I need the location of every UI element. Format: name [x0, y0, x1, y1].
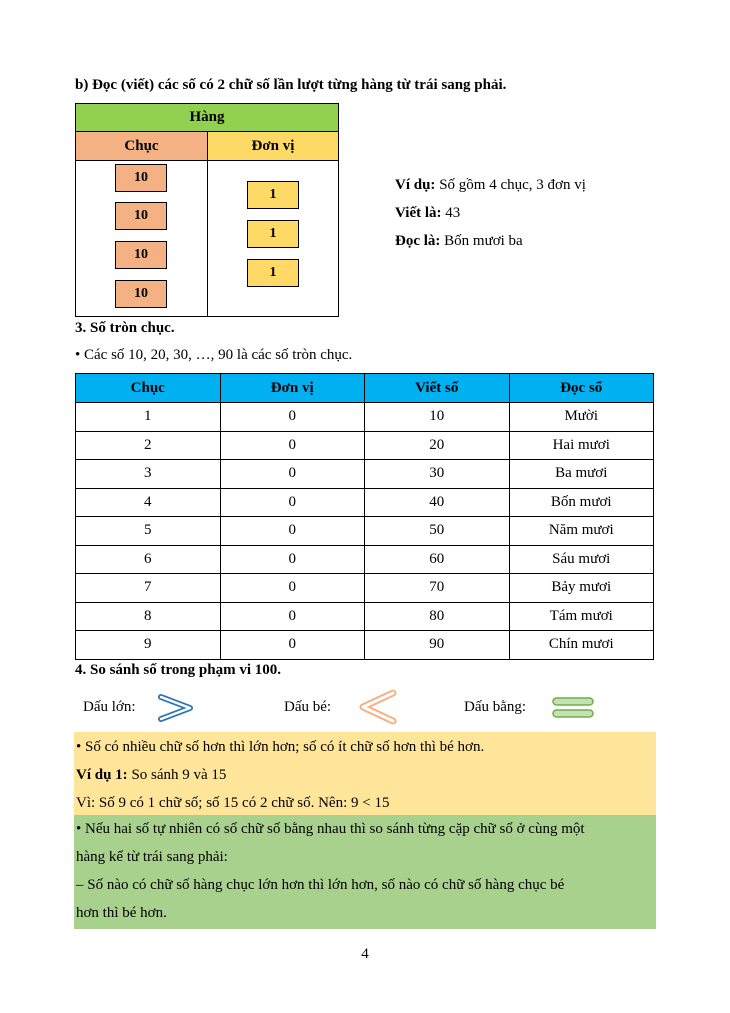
cell-donvi: 0 [220, 431, 365, 460]
cell-donvi: 0 [220, 602, 365, 631]
equals-icon [551, 696, 595, 720]
rule-1-example [76, 761, 656, 789]
cell-docso: Sáu mươi [509, 545, 654, 574]
cell-chuc: 8 [76, 602, 221, 631]
ones-block: 1 [247, 181, 299, 209]
col-header-vietso: Viết số [365, 374, 510, 403]
place-table-divider [207, 160, 208, 317]
tens-block: 10 [115, 241, 167, 269]
write-text: 43 [441, 205, 461, 221]
tens-block: 10 [115, 164, 167, 192]
cell-chuc: 6 [76, 545, 221, 574]
col-header-docso: Đọc số [509, 374, 654, 403]
cell-vietso: 60 [365, 545, 510, 574]
place-table-header: Hàng [76, 104, 338, 132]
read-label: Đọc là: [395, 233, 441, 249]
table-row [76, 431, 654, 460]
ones-block: 1 [247, 259, 299, 287]
rule-2-line-1: • Nếu hai số tự nhiên có số chữ số bằng nhau thì so sánh từng cặp chữ số ở cùng một [76, 821, 585, 837]
write-line [395, 199, 586, 227]
table-header-row [76, 374, 654, 403]
cell-docso: Bảy mươi [509, 574, 654, 603]
cell-chuc: 2 [76, 431, 221, 460]
section-3-bullet: • Các số 10, 20, 30, …, 90 là các số tròn chục. [75, 347, 353, 363]
table-row [76, 517, 654, 546]
cell-docso: Ba mươi [509, 460, 654, 489]
cell-donvi: 0 [220, 488, 365, 517]
read-line [395, 227, 586, 255]
cell-docso: Mười [509, 403, 654, 432]
rule-1-example-text: So sánh 9 và 15 [127, 767, 227, 783]
col-header-chuc: Chục [76, 374, 221, 403]
cell-vietso: 70 [365, 574, 510, 603]
rule-1-reason: Vì: Số 9 có 1 chữ số; số 15 có 2 chữ số. Nên: 9 < 15 [76, 795, 390, 811]
cell-donvi: 0 [220, 517, 365, 546]
read-text: Bốn mươi ba [440, 233, 523, 249]
rule-1-box [74, 732, 656, 818]
tens-block: 10 [115, 280, 167, 308]
cell-docso: Năm mươi [509, 517, 654, 546]
round-tens-table [75, 373, 654, 660]
page-number: 4 [361, 946, 369, 962]
cell-chuc: 1 [76, 403, 221, 432]
cell-chuc: 7 [76, 574, 221, 603]
example-text: Số gồm 4 chục, 3 đơn vị [435, 177, 586, 193]
cell-docso: Chín mươi [509, 631, 654, 660]
rule-2-box [74, 815, 656, 929]
section-3-title: 3. Số tròn chục. [75, 320, 175, 336]
cell-vietso: 40 [365, 488, 510, 517]
cell-vietso: 10 [365, 403, 510, 432]
place-table-col-chuc: Chục [76, 132, 208, 161]
rule-2-line-4: hơn thì bé hơn. [76, 905, 167, 921]
cell-vietso: 80 [365, 602, 510, 631]
equal-label: Dấu bằng: [464, 699, 527, 715]
cell-donvi: 0 [220, 574, 365, 603]
example-block [395, 171, 586, 255]
cell-donvi: 0 [220, 545, 365, 574]
place-value-table [75, 103, 339, 317]
table-row [76, 488, 654, 517]
cell-vietso: 20 [365, 431, 510, 460]
table-row [76, 574, 654, 603]
rule-2-line-3: – Số nào có chữ số hàng chục lớn hơn thì lớn hơn, số nào có chữ số hàng chục bé [76, 877, 565, 893]
table-row [76, 545, 654, 574]
example-label: Ví dụ: [395, 177, 436, 193]
col-header-donvi: Đơn vị [220, 374, 365, 403]
cell-vietso: 90 [365, 631, 510, 660]
table-row [76, 460, 654, 489]
ones-block: 1 [247, 220, 299, 248]
cell-chuc: 4 [76, 488, 221, 517]
greater-label: Dấu lớn: [83, 699, 136, 715]
example-line [395, 171, 586, 199]
tens-block: 10 [115, 202, 167, 230]
cell-donvi: 0 [220, 403, 365, 432]
table-row [76, 602, 654, 631]
section-4-title: 4. So sánh số trong phạm vi 100. [75, 662, 282, 678]
cell-chuc: 5 [76, 517, 221, 546]
greater-than-icon [158, 693, 194, 723]
cell-vietso: 50 [365, 517, 510, 546]
rule-1-example-label: Ví dụ 1: [76, 767, 128, 783]
rule-2-line-2: hàng kể từ trái sang phải: [76, 849, 228, 865]
less-label: Dấu bé: [284, 699, 332, 715]
place-table-col-donvi: Đơn vị [208, 132, 338, 161]
cell-docso: Hai mươi [509, 431, 654, 460]
cell-donvi: 0 [220, 631, 365, 660]
table-row [76, 403, 654, 432]
cell-vietso: 30 [365, 460, 510, 489]
cell-donvi: 0 [220, 460, 365, 489]
less-than-icon [358, 689, 398, 725]
write-label: Viết là: [395, 205, 442, 221]
cell-docso: Tám mươi [509, 602, 654, 631]
cell-chuc: 3 [76, 460, 221, 489]
cell-docso: Bốn mươi [509, 488, 654, 517]
rule-1-line: • Số có nhiều chữ số hơn thì lớn hơn; số có ít chữ số hơn thì bé hơn. [76, 739, 485, 755]
cell-chuc: 9 [76, 631, 221, 660]
section-b-title: b) Đọc (viết) các số có 2 chữ số lần lượt từng hàng từ trái sang phải. [75, 77, 507, 93]
table-row [76, 631, 654, 660]
